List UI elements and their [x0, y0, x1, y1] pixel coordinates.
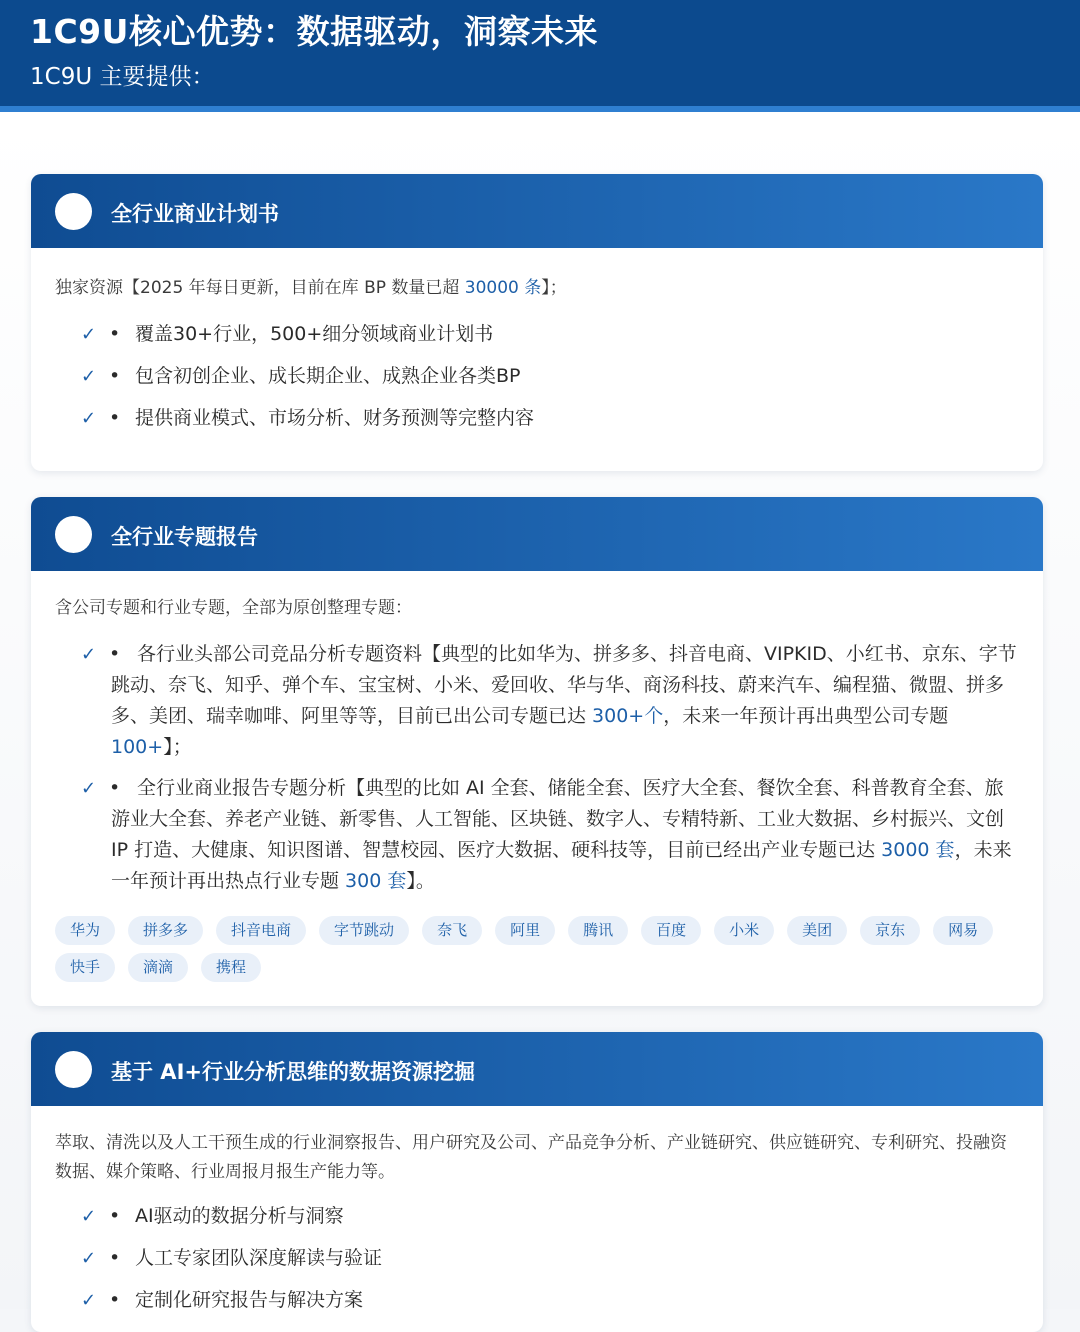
card-header [31, 1032, 1043, 1106]
tag[interactable]: 字节跳动 [319, 916, 409, 945]
tag[interactable]: 网易 [933, 916, 993, 945]
circle-icon [55, 1051, 92, 1088]
list-item [55, 639, 1019, 763]
bullet: • [109, 1205, 121, 1227]
company-tags [55, 916, 1019, 982]
bullet: • [109, 323, 121, 345]
bullet: • [109, 643, 121, 665]
list-item [55, 1285, 1019, 1316]
list-item-text: 提供商业模式、市场分析、财务预测等完整内容 [135, 407, 535, 429]
card-intro: 含公司专题和行业专题，全部为原创整理专题： [55, 598, 412, 618]
list-item-text: 各行业头部公司竞品分析专题资料【典型的比如华为、拼多多、抖音电商、VIPKID、小红书、京东、字节跳动、奈飞、知乎、弹个车、宝宝树、小米、爱回收、华与华、商汤科技、蔚来汽车、编程猫、微盟、拼多多、美团、瑞幸咖啡、阿里等等，目前已出公司专题已达 [111, 643, 1017, 727]
card-topic-reports [31, 497, 1043, 1006]
card-ai-data-mining [31, 1032, 1043, 1332]
list-item-text: 】； [163, 736, 192, 758]
intro-highlight: 30000 条 [464, 278, 542, 298]
intro-text: 独家资源【2025 年每日更新，目前在库 BP 数量已超 [55, 278, 465, 298]
tag[interactable]: 奈飞 [422, 916, 482, 945]
card-title: 基于 AI+行业分析思维的数据资源挖掘 [111, 1060, 475, 1084]
list-item-text: 全行业商业报告专题分析【典型的比如 AI 全套、储能全套、医疗大全套、餐饮全套、科普教育全套、旅游业大全套、养老产业链、新零售、人工智能、区块链、数字人、专精特新、工业大数据、乡村振兴、文创 IP 打造、大健康、知识图谱、智慧校园、医疗大数据、硬科技等，目前已经出产业专题已达 [111, 777, 1005, 861]
page-title: 1C9U核心优势：数据驱动，洞察未来 [30, 12, 598, 51]
check-icon: ✓ [81, 1290, 97, 1311]
card-body [31, 1106, 1043, 1316]
card-title: 全行业商业计划书 [111, 202, 279, 226]
bullet: • [109, 365, 121, 387]
tag[interactable]: 滴滴 [128, 953, 188, 982]
list-item-text: 人工专家团队深度解读与验证 [135, 1247, 383, 1269]
tag[interactable]: 美团 [787, 916, 847, 945]
tag[interactable]: 拼多多 [128, 916, 203, 945]
bullet: • [109, 1247, 121, 1269]
tag[interactable]: 小米 [714, 916, 774, 945]
bullet: • [109, 777, 121, 799]
feature-list [55, 319, 1019, 434]
circle-icon [55, 516, 92, 553]
card-intro [55, 248, 1019, 303]
card-body [31, 248, 1043, 434]
list-item-highlight: 300 套 [345, 870, 407, 892]
tag[interactable]: 京东 [860, 916, 920, 945]
card-body [31, 571, 1043, 982]
card-intro: 萃取、清洗以及人工干预生成的行业洞察报告、用户研究及公司、产品竞争分析、产业链研究、供应链研究、专利研究、投融资数据、媒介策略、行业周报月报生产能力等。 [55, 1133, 1007, 1182]
tag[interactable]: 阿里 [495, 916, 555, 945]
tag[interactable]: 携程 [201, 953, 261, 982]
page-subtitle: 1C9U 主要提供： [30, 64, 215, 90]
list-item-text: 包含初创企业、成长期企业、成熟企业各类BP [135, 365, 521, 387]
check-icon: ✓ [81, 644, 97, 665]
check-icon: ✓ [81, 324, 97, 345]
tag[interactable]: 抖音电商 [216, 916, 306, 945]
feature-list [55, 1201, 1019, 1316]
check-icon: ✓ [81, 1248, 97, 1269]
list-item-text: ，未来一年预计再出典型公司专题 [663, 705, 949, 727]
card-header [31, 497, 1043, 571]
tag[interactable]: 百度 [641, 916, 701, 945]
feature-list [55, 639, 1019, 897]
list-item-text: ，未来一年预计再出热点行业专题 [111, 839, 1012, 892]
list-item [55, 1201, 1019, 1232]
page-header [0, 0, 1080, 112]
check-icon: ✓ [81, 1206, 97, 1227]
tag[interactable]: 快手 [55, 953, 115, 982]
list-item [55, 319, 1019, 350]
bullet: • [109, 407, 121, 429]
list-item-text: AI驱动的数据分析与洞察 [135, 1205, 344, 1227]
card-title: 全行业专题报告 [111, 525, 258, 549]
list-item-highlight: 3000 套 [881, 839, 955, 861]
card-business-plans [31, 174, 1043, 471]
list-item-text: 定制化研究报告与解决方案 [135, 1289, 364, 1311]
check-icon: ✓ [81, 778, 97, 799]
tag[interactable]: 腾讯 [568, 916, 628, 945]
list-item [55, 403, 1019, 434]
circle-icon [55, 193, 92, 230]
list-item [55, 1243, 1019, 1274]
list-item-highlight: 300+个 [592, 705, 664, 727]
check-icon: ✓ [81, 408, 97, 429]
intro-text: 】； [541, 278, 567, 298]
list-item-text: 覆盖30+行业，500+细分领域商业计划书 [135, 323, 494, 345]
list-item [55, 773, 1019, 897]
card-header [31, 174, 1043, 248]
list-item-highlight: 100+ [111, 736, 164, 758]
check-icon: ✓ [81, 366, 97, 387]
list-item [55, 361, 1019, 392]
tag[interactable]: 华为 [55, 916, 115, 945]
list-item-text: 】。 [406, 870, 435, 892]
bullet: • [109, 1289, 121, 1311]
